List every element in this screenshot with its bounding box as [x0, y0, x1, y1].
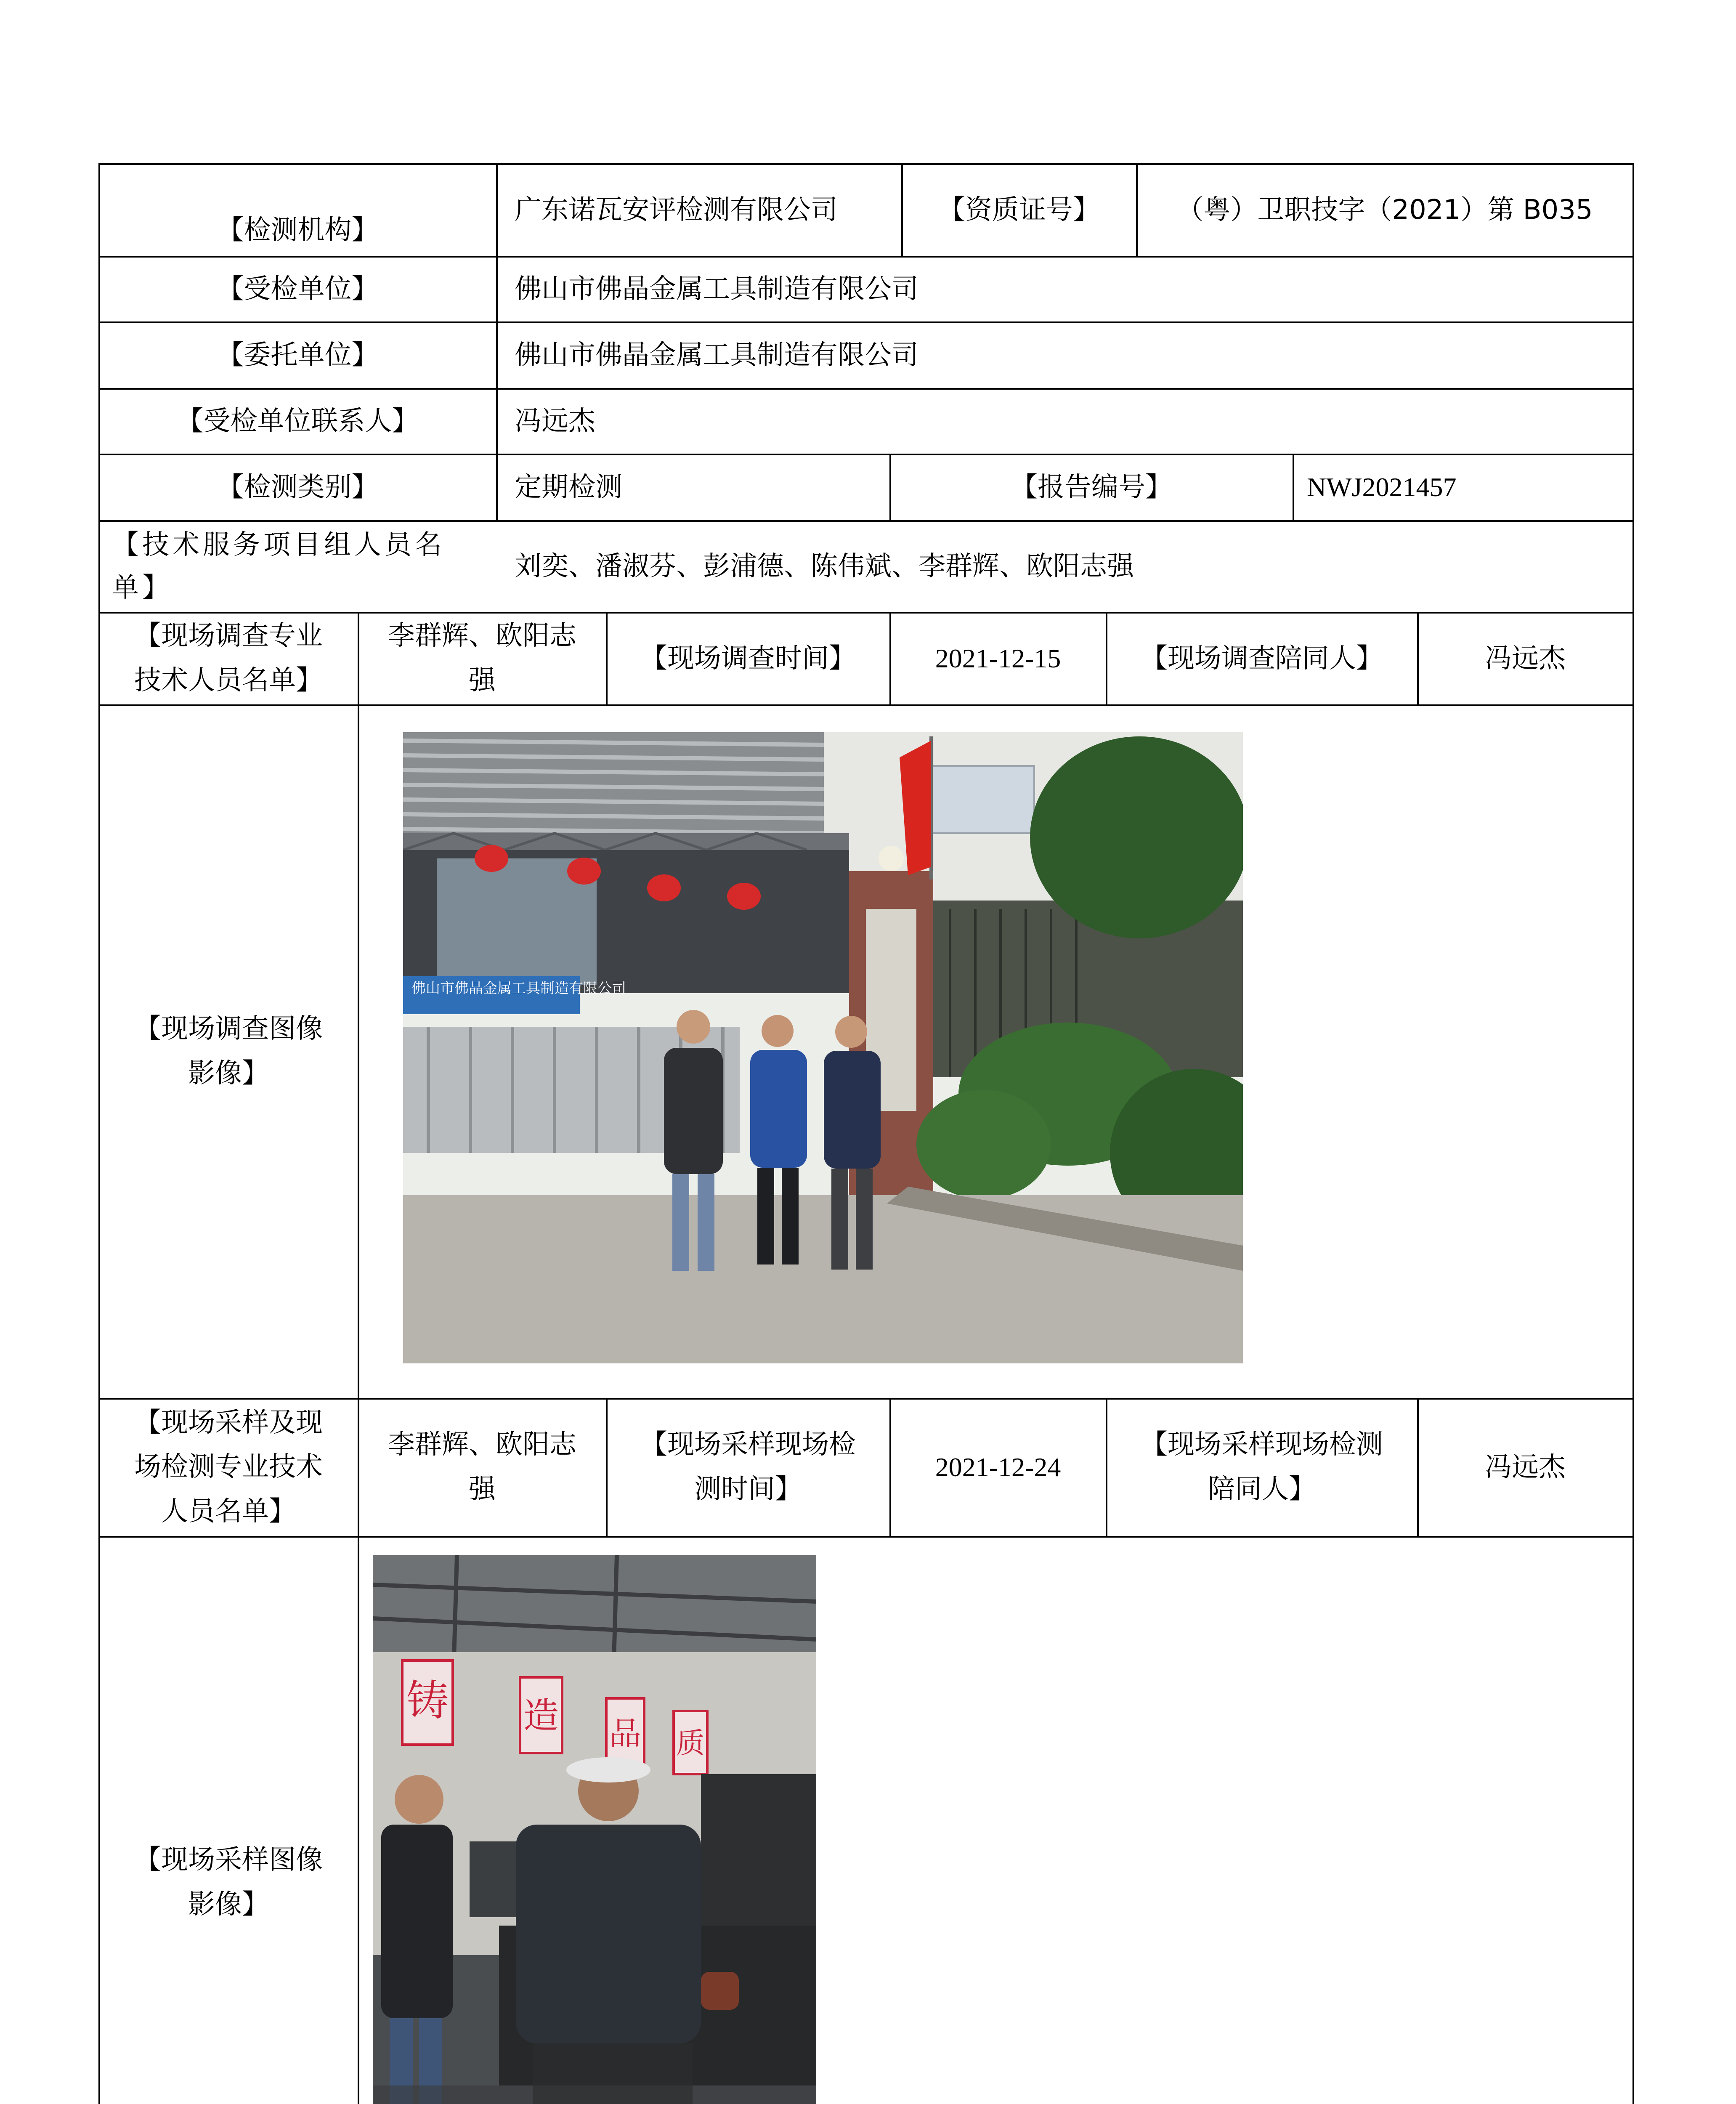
sampling-date: 2021-12-24 [935, 1452, 1061, 1482]
survey-companion: 冯远杰 [1485, 643, 1566, 674]
survey-time-label: 【现场调查时间】 [640, 643, 856, 674]
inspected-unit-label: 【受检单位】 [217, 273, 379, 305]
survey-companion-label: 【现场调查陪同人】 [1141, 643, 1383, 674]
survey-photo [403, 732, 1243, 1363]
banner-char-2: 造 [523, 1695, 559, 1736]
sampling-staff-label [99, 1399, 358, 1536]
sampling-staff-line1: 李群辉、欧阳志 [388, 1429, 576, 1461]
team-value: 刘奕、潘淑芬、彭浦德、陈伟斌、李群辉、欧阳志强 [515, 550, 1134, 582]
sampling-staff-line2: 强 [469, 1474, 496, 1505]
sampling-staff-label-line1: 【现场采样及现 [134, 1407, 323, 1438]
survey-staff-line2: 强 [469, 665, 496, 696]
cert-value: （粤）卫职技字（2021）第 B035 [1176, 194, 1593, 226]
contact-label: 【受检单位联系人】 [176, 405, 419, 437]
report-number-value: NWJ2021457 [1307, 472, 1457, 502]
team-label [99, 521, 496, 612]
survey-photo-label-line1: 【现场调查图像 [134, 1013, 323, 1045]
cert-label: 【资质证号】 [938, 194, 1100, 226]
survey-staff-label-line2: 技术人员名单】 [134, 665, 323, 696]
sampling-staff-label-line3: 人员名单】 [161, 1496, 296, 1527]
client-unit-label: 【委托单位】 [217, 339, 379, 371]
sampling-companion: 冯远杰 [1485, 1451, 1566, 1483]
client-unit-value: 佛山市佛晶金属工具制造有限公司 [515, 339, 918, 371]
sampling-photo-label [99, 1537, 358, 2104]
survey-date: 2021-12-15 [935, 643, 1061, 673]
sampling-photo-label-line2: 影像】 [188, 1889, 269, 1920]
sampling-companion-label-line2: 陪同人】 [1208, 1474, 1316, 1505]
team-label-line2: 单】 [112, 572, 173, 603]
inspected-unit-value: 佛山市佛晶金属工具制造有限公司 [515, 273, 918, 305]
sampling-staff [358, 1399, 606, 1536]
team-label-line1: 【技术服务项目组人员名 [112, 529, 445, 561]
sampling-time-label-line1: 【现场采样现场检 [640, 1429, 856, 1461]
banner-char-3: 品 [609, 1715, 641, 1752]
sampling-time-label [607, 1399, 889, 1536]
contact-value: 冯远杰 [515, 405, 595, 437]
report-number-label: 【报告编号】 [1011, 471, 1172, 503]
sampling-companion-label-line1: 【现场采样现场检测 [1141, 1429, 1383, 1461]
survey-staff [358, 613, 606, 704]
sampling-companion-label [1107, 1399, 1417, 1536]
category-label: 【检测类别】 [217, 471, 379, 503]
agency-label: 【检测机构】 [217, 215, 379, 246]
sampling-photo [373, 1555, 816, 2104]
category-value: 定期检测 [515, 471, 622, 503]
survey-photo-label-line2: 影像】 [188, 1058, 269, 1089]
sign-text: 佛山市佛晶金属工具制造有限公司 [411, 980, 626, 997]
sampling-time-label-line2: 测时间】 [694, 1474, 802, 1505]
survey-staff-line1: 李群辉、欧阳志 [388, 620, 576, 652]
survey-photo-label [99, 705, 358, 1398]
survey-staff-label [99, 613, 358, 704]
survey-staff-label-line1: 【现场调查专业 [134, 620, 323, 652]
sampling-photo-label-line1: 【现场采样图像 [134, 1844, 323, 1876]
banner-char-1: 铸 [406, 1676, 449, 1725]
banner-char-4: 质 [676, 1727, 705, 1760]
sampling-staff-label-line2: 场检测专业技术 [134, 1451, 323, 1483]
agency-value: 广东诺瓦安评检测有限公司 [515, 194, 838, 226]
